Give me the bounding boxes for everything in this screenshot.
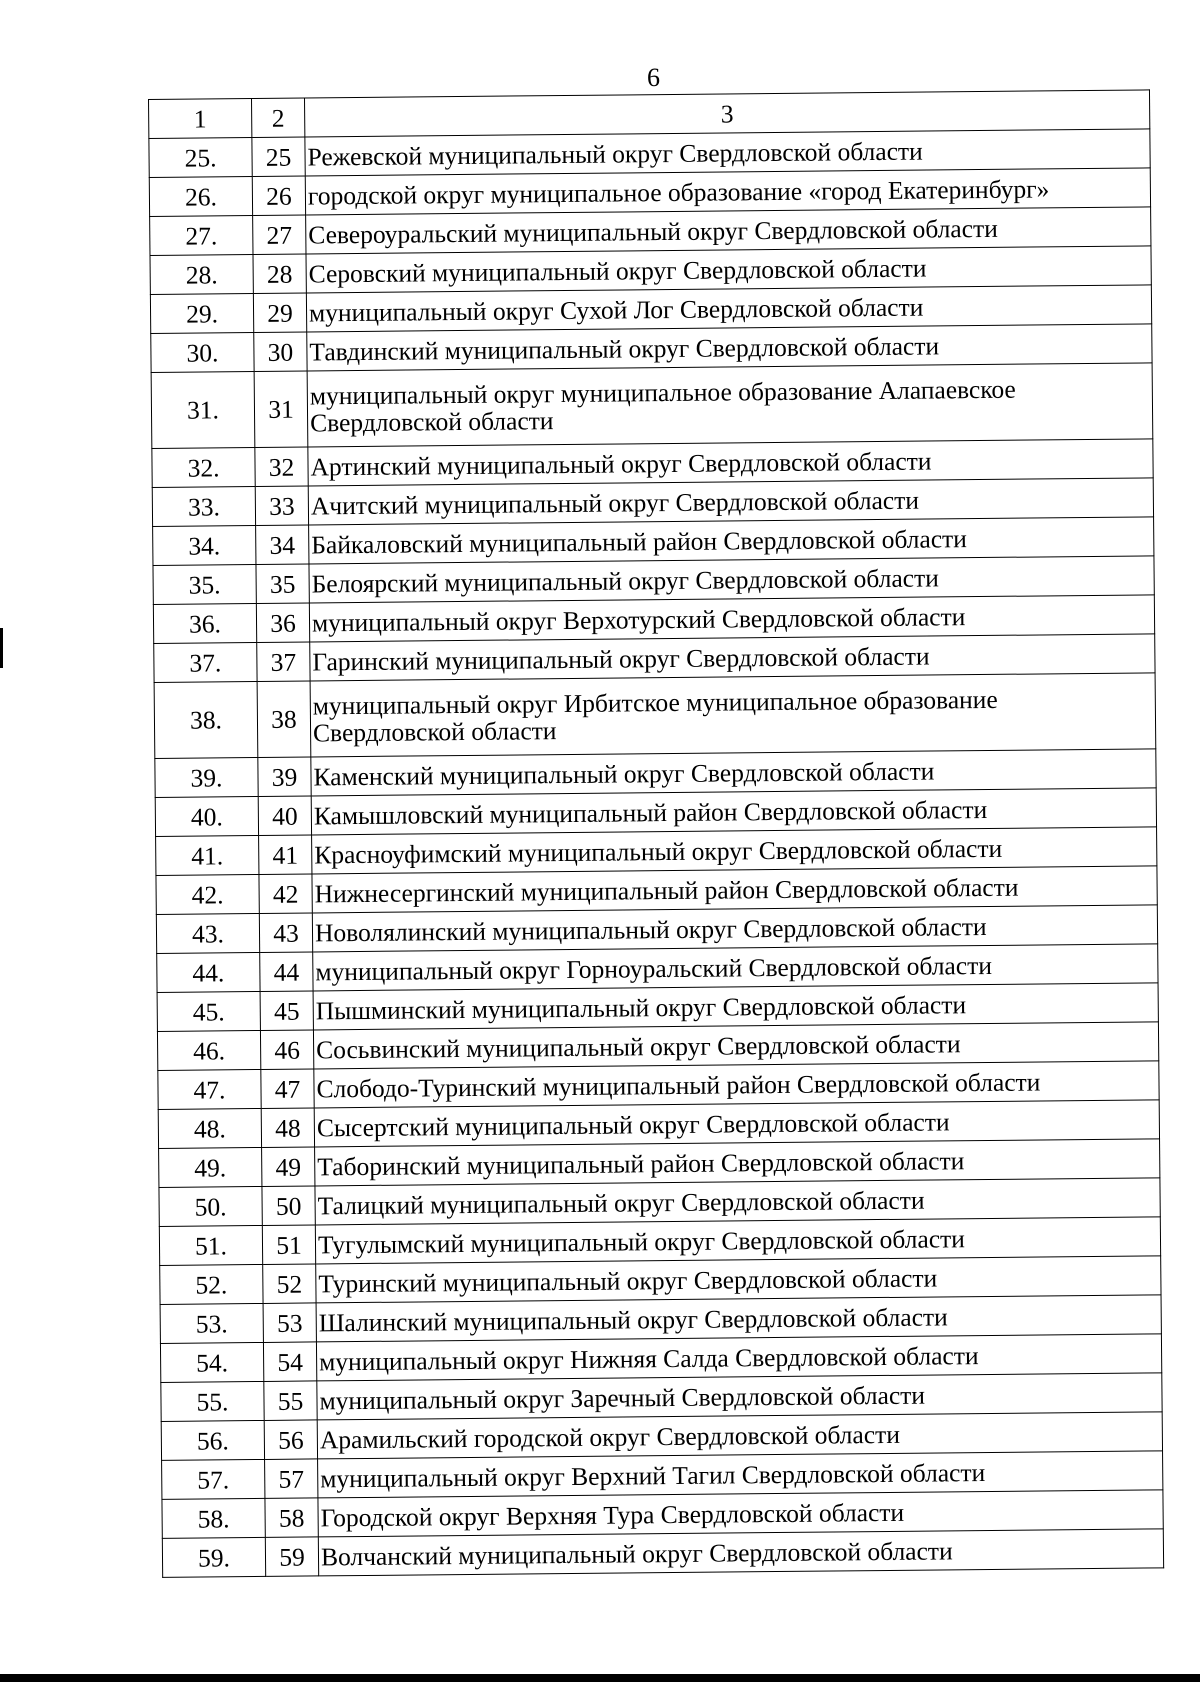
scan-border (0, 1674, 1200, 1682)
row-code: 39 (258, 757, 311, 797)
row-code: 27 (253, 215, 306, 255)
row-code: 37 (257, 642, 310, 682)
municipality-name: Таборинский муниципальный район Свердловской области (315, 1139, 1160, 1186)
row-code: 59 (265, 1537, 318, 1577)
row-code: 36 (256, 603, 309, 643)
municipality-name: муниципальный округ Верхний Тагил Свердловской области (318, 1451, 1163, 1498)
page-number: 6 (647, 63, 660, 92)
row-code: 48 (261, 1108, 314, 1148)
municipality-name: муниципальный округ Сухой Лог Свердловской области (306, 285, 1151, 332)
municipality-name: Сысертский муниципальный округ Свердловской области (314, 1100, 1159, 1147)
row-code: 34 (256, 525, 309, 565)
table-row (162, 1529, 1163, 1578)
municipality-name: Туринский муниципальный округ Свердловской области (316, 1256, 1161, 1303)
municipality-name: Гаринский муниципальный округ Свердловской области (310, 634, 1155, 681)
row-number: 47. (158, 1069, 261, 1109)
municipalities-table (148, 89, 1164, 1578)
municipality-name: муниципальный округ Заречный Свердловской области (317, 1373, 1162, 1420)
municipality-name: Белоярский муниципальный округ Свердловской области (309, 556, 1154, 603)
municipality-name: Городской округ Верхняя Тура Свердловской области (318, 1490, 1163, 1537)
header-col-2: 2 (252, 98, 305, 138)
municipality-name: Сосьвинский муниципальный округ Свердловской области (313, 1022, 1158, 1069)
municipality-name: муниципальный округ муниципальное образование Алапаевское Свердловской области (307, 363, 1153, 447)
row-number: 42. (156, 874, 259, 914)
row-number: 38. (154, 681, 258, 758)
municipality-name: Тавдинский муниципальный округ Свердловской области (307, 324, 1152, 371)
municipality-name: Байкаловский муниципальный район Свердловской области (309, 517, 1154, 564)
row-number: 36. (153, 603, 256, 643)
row-code: 57 (265, 1459, 318, 1499)
row-number: 34. (153, 525, 256, 565)
municipality-name: Волчанский муниципальный округ Свердловской области (318, 1529, 1163, 1576)
row-number: 58. (162, 1498, 265, 1538)
row-code: 29 (253, 293, 306, 333)
row-number: 29. (150, 293, 253, 333)
row-code: 55 (264, 1381, 317, 1421)
row-code: 30 (254, 332, 307, 372)
row-code: 58 (265, 1498, 318, 1538)
row-code: 52 (263, 1264, 316, 1304)
table-body (149, 129, 1164, 1578)
row-number: 40. (155, 796, 258, 836)
row-number: 45. (157, 991, 260, 1031)
row-code: 41 (259, 835, 312, 875)
header-col-3: 3 (304, 90, 1149, 137)
municipality-name: Пышминский муниципальный округ Свердловской области (313, 983, 1158, 1030)
row-number: 49. (159, 1147, 262, 1187)
row-code: 54 (263, 1342, 316, 1382)
row-code: 42 (259, 874, 312, 914)
row-code: 32 (255, 447, 308, 487)
municipality-name: Талицкий муниципальный округ Свердловской области (315, 1178, 1160, 1225)
row-number: 26. (149, 177, 252, 217)
row-code: 43 (259, 913, 312, 953)
municipality-name: муниципальный округ Горноуральский Свердловской области (313, 944, 1158, 991)
row-code: 31 (254, 371, 308, 448)
municipality-name: Новолялинский муниципальный округ Свердловской области (312, 905, 1157, 952)
table-row (151, 363, 1153, 449)
header-col-1: 1 (149, 99, 252, 139)
municipality-name: муниципальный округ Верхотурский Свердловской области (309, 595, 1154, 642)
row-number: 54. (160, 1342, 263, 1382)
row-number: 44. (157, 952, 260, 992)
municipality-name: Слободо-Туринский муниципальный район Свердловской области (314, 1061, 1159, 1108)
row-number: 41. (156, 835, 259, 875)
row-code: 53 (263, 1303, 316, 1343)
row-number: 57. (162, 1459, 265, 1499)
row-number: 56. (161, 1420, 264, 1460)
row-number: 33. (152, 486, 255, 526)
row-number: 59. (162, 1537, 265, 1577)
municipality-name: Красноуфимский муниципальный округ Свердловской области (312, 827, 1157, 874)
row-code: 44 (260, 952, 313, 992)
row-number: 30. (151, 332, 254, 372)
row-code: 28 (253, 254, 306, 294)
municipality-name: Серовский муниципальный округ Свердловской области (306, 246, 1151, 293)
municipality-name: Арамильский городской округ Свердловской области (317, 1412, 1162, 1459)
municipality-name: Тугулымский муниципальный округ Свердловской области (315, 1217, 1160, 1264)
row-number: 39. (155, 757, 258, 797)
municipality-name: Камышловский муниципальный район Свердловской области (311, 788, 1156, 835)
row-code: 40 (258, 796, 311, 836)
row-number: 48. (158, 1108, 261, 1148)
municipality-name: Ачитский муниципальный округ Свердловской области (308, 478, 1153, 525)
municipality-name: Режевской муниципальный округ Свердловской области (305, 129, 1150, 176)
municipality-name: городской округ муниципальное образование «город Екатеринбург» (305, 168, 1150, 215)
row-number: 50. (159, 1186, 262, 1226)
row-number: 25. (149, 138, 252, 178)
row-code: 25 (252, 137, 305, 177)
row-number: 53. (160, 1303, 263, 1343)
row-code: 49 (262, 1147, 315, 1187)
row-number: 51. (159, 1225, 262, 1265)
row-number: 46. (157, 1030, 260, 1070)
row-code: 47 (261, 1069, 314, 1109)
row-number: 27. (150, 216, 253, 256)
row-code: 33 (255, 486, 308, 526)
row-number: 32. (152, 447, 255, 487)
table-row (154, 673, 1156, 759)
row-code: 26 (252, 176, 305, 216)
municipality-name: Каменский муниципальный округ Свердловской области (311, 749, 1156, 796)
municipality-name: Североуральский муниципальный округ Свердловской области (306, 207, 1151, 254)
row-code: 38 (257, 681, 311, 758)
row-number: 52. (160, 1264, 263, 1304)
municipality-name: муниципальный округ Ирбитское муниципальное образование Свердловской области (310, 673, 1156, 757)
row-number: 28. (150, 254, 253, 294)
row-number: 35. (153, 564, 256, 604)
row-number: 55. (161, 1381, 264, 1421)
row-code: 45 (260, 991, 313, 1031)
row-code: 46 (260, 1030, 313, 1070)
municipality-name: Шалинский муниципальный округ Свердловской области (316, 1295, 1161, 1342)
scan-mark (0, 628, 3, 668)
municipality-name: Артинский муниципальный округ Свердловской области (308, 439, 1153, 486)
municipality-name: муниципальный округ Нижняя Салда Свердловской области (316, 1334, 1161, 1381)
row-code: 56 (264, 1420, 317, 1460)
row-code: 51 (262, 1225, 315, 1265)
row-code: 35 (256, 564, 309, 604)
row-code: 50 (262, 1186, 315, 1226)
municipality-name: Нижнесергинский муниципальный район Свердловской области (312, 866, 1157, 913)
row-number: 37. (154, 642, 257, 682)
row-number: 43. (156, 913, 259, 953)
row-number: 31. (151, 371, 255, 448)
